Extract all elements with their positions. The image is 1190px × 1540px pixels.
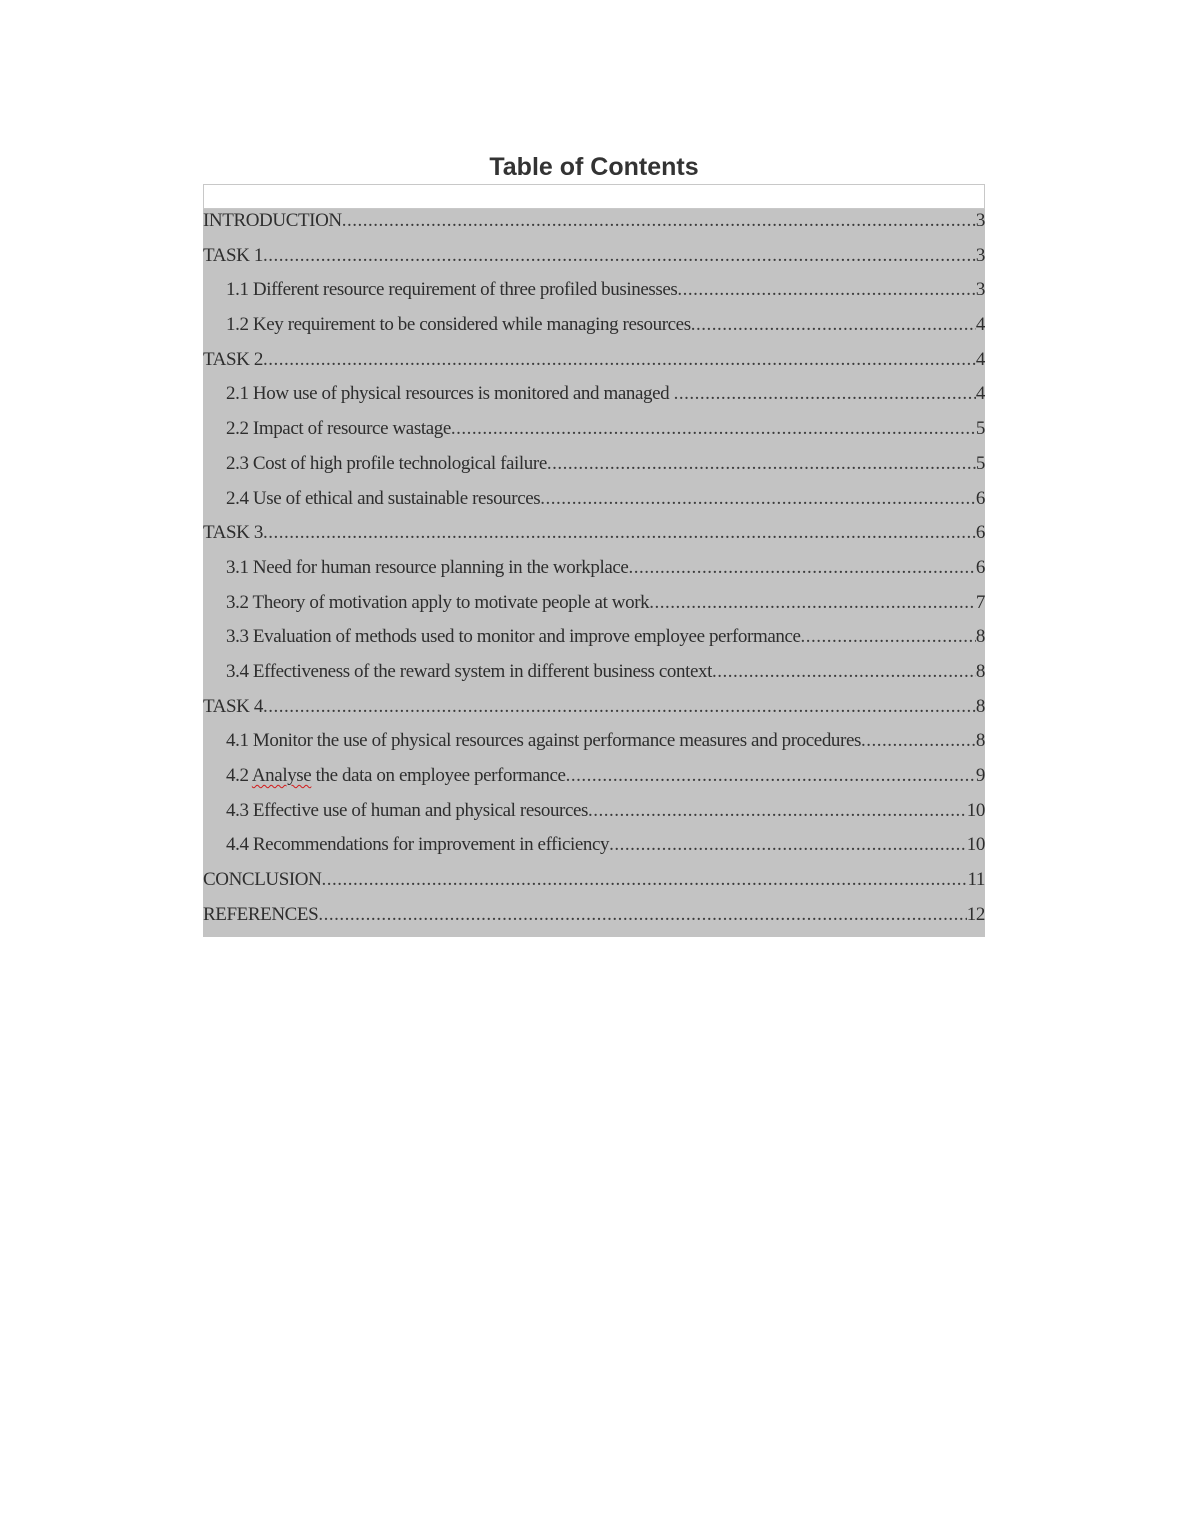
toc-entry-label: 2.1 How use of physical resources is monitored and managed [226,383,674,405]
toc-list [203,209,985,937]
toc-entry[interactable] [203,833,985,868]
toc-leader [318,905,966,924]
toc-leader [712,662,976,681]
toc-leader [263,697,976,716]
toc-entry-label: 1.2 Key requirement to be considered while managing resources [226,314,691,336]
toc-entry[interactable] [203,487,985,522]
toc-leader [609,835,967,854]
toc-page-number: 6 [975,556,985,578]
toc-entry-label: 3.1 Need for human resource planning in the workplace [226,556,629,578]
toc-entry[interactable] [203,695,985,730]
toc-entry[interactable] [203,868,985,903]
toc-entry[interactable] [203,278,985,313]
toc-leader [451,419,976,438]
toc-entry-label: CONCLUSION [203,869,322,891]
toc-leader [674,384,976,403]
toc-entry-label: 2.3 Cost of high profile technological failure [226,452,547,474]
spellcheck-flagged-word[interactable]: Analyse [251,765,312,786]
toc-entry-label-prefix: 4.2 [226,765,252,786]
toc-page-number: 10 [966,799,985,821]
toc-page-number: 9 [975,765,985,786]
toc-entry-label: TASK 4 [203,695,263,717]
toc-page-number: 11 [967,869,985,891]
toc-entry[interactable] [203,625,985,660]
toc-page-number: 8 [975,660,985,682]
toc-entry[interactable] [203,764,985,799]
toc-leader [677,280,976,299]
toc-page-number: 4 [975,383,985,405]
toc-entry-label: INTRODUCTION [203,210,342,231]
toc-entry[interactable] [203,799,985,834]
toc-entry[interactable] [203,521,985,556]
toc-entry-label: 2.2 Impact of resource wastage [226,418,451,440]
toc-entry[interactable] [203,729,985,764]
toc-entry[interactable] [203,382,985,417]
toc-entry[interactable] [203,903,985,938]
toc-page-number: 12 [966,903,985,925]
toc-page-number: 3 [975,244,985,266]
toc-page-number: 5 [975,418,985,440]
toc-leader [566,766,976,785]
toc-page-number: 4 [975,314,985,336]
toc-header-box [203,184,985,209]
toc-page-number: 3 [975,210,985,231]
toc-page-number: 8 [975,730,985,752]
toc-page-number: 10 [966,834,985,856]
toc-entry-label: REFERENCES [203,903,319,925]
toc-leader [861,731,976,750]
toc-entry-label: TASK 3 [203,522,263,544]
toc-page-number: 8 [975,695,985,717]
toc-leader [547,454,976,473]
toc-entry[interactable] [203,209,985,244]
toc-leader [628,558,975,577]
toc-page-number: 4 [975,348,985,370]
toc-page-number: 5 [975,452,985,474]
toc-leader [263,523,976,542]
toc-leader [540,489,976,508]
toc-entry-label: 3.4 Effectiveness of the reward system in different business context [226,660,713,682]
toc-entry-label [226,766,566,785]
toc-page-number: 6 [975,487,985,509]
toc-entry[interactable] [203,244,985,279]
toc-leader [321,870,967,889]
toc-entry-label: TASK 1 [203,244,263,266]
toc-entry-label: 2.4 Use of ethical and sustainable resources [226,487,541,509]
toc-leader [588,801,967,820]
toc-entry[interactable] [203,556,985,591]
toc-entry[interactable] [203,591,985,626]
toc-leader [342,211,976,230]
toc-leader [649,593,976,612]
toc-entry[interactable] [203,660,985,695]
toc-entry[interactable] [203,417,985,452]
toc-entry[interactable] [203,313,985,348]
toc-title: Table of Contents [489,153,699,181]
toc-page-number: 8 [975,626,985,648]
toc-page-number: 7 [975,591,985,613]
toc-entry[interactable] [203,452,985,487]
toc-leader [263,246,976,265]
toc-entry[interactable] [203,348,985,383]
toc-entry-label: 4.3 Effective use of human and physical resources [226,799,589,821]
toc-entry-label: 4.4 Recommendations for improvement in efficiency [226,834,610,856]
toc-leader [691,315,976,334]
toc-entry-label: 1.1 Different resource requirement of three profiled businesses [226,279,678,301]
toc-entry-label-suffix: the data on employee performance [311,765,566,786]
toc-page-number: 3 [975,279,985,301]
toc-entry-label: 4.1 Monitor the use of physical resources against performance measures and procedures [226,730,861,752]
toc-entry-label: 3.3 Evaluation of methods used to monitor and improve employee performance [226,626,801,648]
toc-page-number: 6 [975,522,985,544]
toc-leader [801,627,976,646]
toc-entry-label: 3.2 Theory of motivation apply to motivate people at work [226,591,650,613]
toc-leader [263,350,976,369]
toc-entry-label: TASK 2 [203,348,263,370]
